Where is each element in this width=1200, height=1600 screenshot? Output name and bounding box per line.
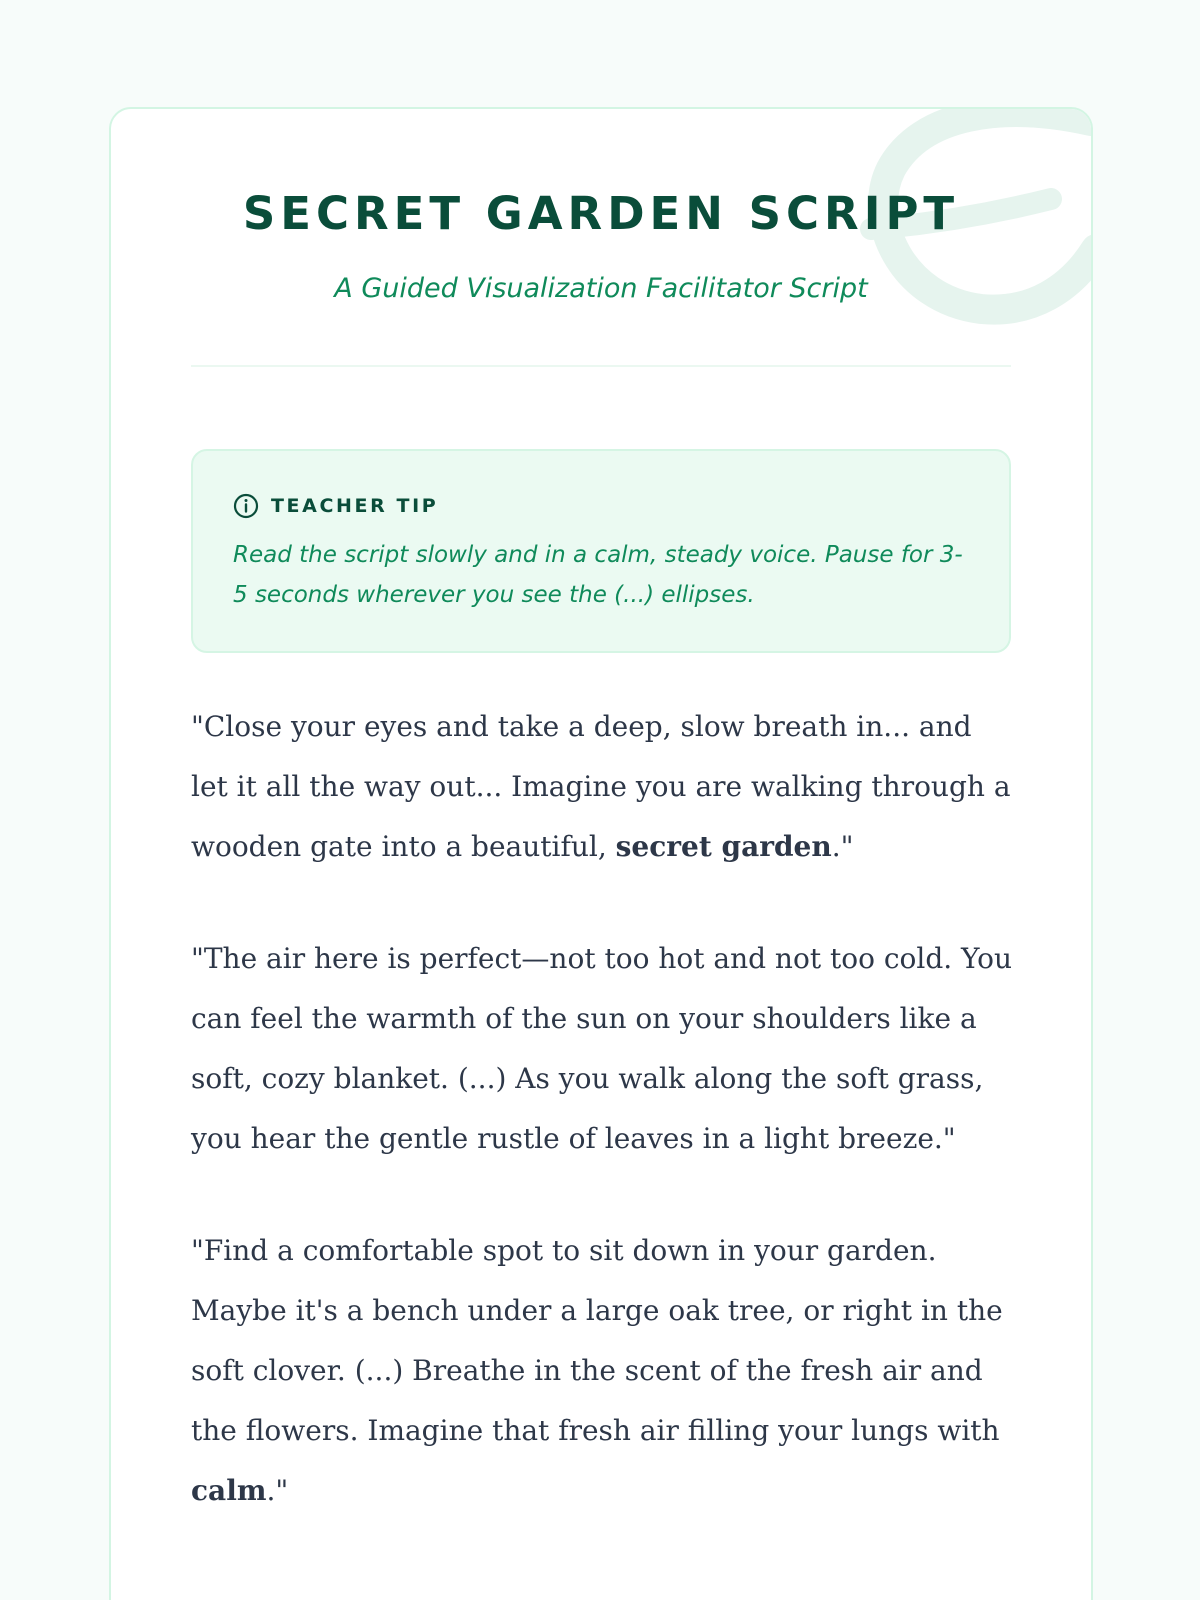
script-paragraph-3 (191, 1221, 1017, 1521)
header-divider (191, 365, 1011, 367)
page-title: SECRET GARDEN SCRIPT (242, 187, 960, 240)
script-text: ." (831, 830, 854, 863)
script-text: "Find a comfortable spot to sit down in your garden. Maybe it's a bench under a large oak tree, or right in the soft clover. (...) Breathe in the scent of the fresh air and the flowers. Imagine that fresh air filling your lungs with (191, 1234, 1003, 1447)
script-emphasis: secret garden (615, 830, 832, 863)
script-text: "Close your eyes and take a deep, slow breath in... and let it all the way out... Imagine you are walking through a wooden gate into a beautiful, (191, 710, 1011, 863)
page-subtitle: A Guided Visualization Facilitator Script (334, 273, 868, 304)
teacher-tip-box (191, 449, 1011, 653)
script-card (109, 107, 1093, 1600)
info-icon (233, 493, 259, 519)
script-emphasis: calm (191, 1474, 267, 1507)
script-text: ." (266, 1474, 289, 1507)
script-paragraph-2: "The air here is perfect—not too hot and not too cold. You can feel the warmth of the sun on your shoulders like a soft, cozy blanket. (...) As you walk along the soft grass, you hear the gentle rustle of leaves in a light breeze." (191, 942, 1012, 1155)
script-paragraph-1 (191, 697, 1017, 877)
tip-text: Read the script slowly and in a calm, steady voice. Pause for 3-5 seconds wherever you see the (...) ellipses. (233, 542, 963, 608)
tip-header (233, 491, 969, 521)
tip-label: TEACHER TIP (271, 495, 439, 517)
script-body (191, 697, 1017, 1573)
